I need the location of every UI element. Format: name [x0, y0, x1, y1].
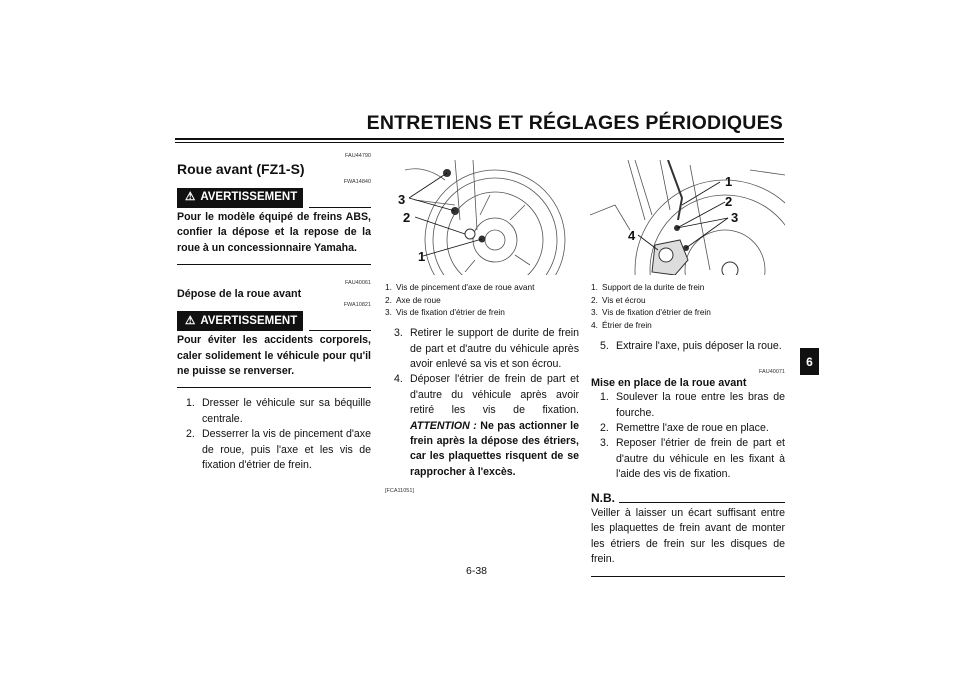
callout-1: 1 — [418, 249, 426, 264]
caption-text: Vis de fixation d'étrier de frein — [602, 307, 711, 318]
step-number: 1. — [600, 391, 609, 404]
column-1 — [177, 152, 371, 473]
step-number: 2. — [186, 428, 195, 441]
step-item — [591, 390, 785, 421]
warning-label: AVERTISSEMENT — [200, 191, 298, 204]
step-item — [385, 326, 579, 372]
caption-item — [385, 306, 579, 319]
ref-code: FAU40061 — [345, 280, 371, 287]
attention-label: ATTENTION : — [410, 419, 477, 432]
step-text: Soulever la roue entre les bras de fourche. — [616, 391, 785, 419]
caption-item — [591, 319, 785, 332]
step-text: Dresser le véhicule sur sa béquille centrale. — [202, 397, 371, 425]
subsection-heading: Mise en place de la roue avant — [591, 377, 747, 390]
caption-item — [591, 281, 785, 294]
attention-text: Ne pas actionner le frein après la dépose des étriers, car les plaquettes risquent de se rapprocher à l'excès. — [410, 419, 579, 478]
divider — [177, 387, 371, 388]
column-3 — [591, 281, 785, 585]
warning-icon: ⚠ — [185, 314, 196, 327]
step-number: 3. — [394, 327, 403, 340]
ref-code: FWA14840 — [343, 179, 371, 185]
page-number: 6-38 — [466, 565, 488, 577]
warning-text: Pour éviter les accidents corporels, caler solidement le véhicule pour qu'il ne puisse se renverser. — [177, 334, 371, 378]
figure-caption-list — [385, 281, 579, 319]
step-number: 5. — [600, 339, 609, 352]
step-item — [177, 427, 371, 473]
step-text: Remettre l'axe de roue en place. — [616, 422, 769, 435]
warning-label: AVERTISSEMENT — [200, 314, 298, 327]
step-item — [385, 372, 579, 480]
caption-text: Étrier de frein — [602, 320, 652, 331]
caption-text: Vis et écrou — [602, 294, 646, 305]
callout-2: 2 — [403, 210, 411, 225]
caption-item — [591, 294, 785, 307]
caption-text: Axe de roue — [396, 294, 441, 305]
caption-number: 2. — [385, 294, 392, 305]
caption-item — [385, 294, 579, 307]
step-text: Déposer l'étrier de frein de part et d'autre du véhicule après avoir retiré les vis de fixation. — [410, 373, 579, 417]
subsection-heading: Dépose de la roue avant — [177, 288, 302, 301]
step-text: Retirer le support de durite de frein de part et d'autre du véhicule après avoir enlevé sa vis et son écrou. — [410, 327, 579, 370]
step-item — [591, 339, 785, 354]
caption-number: 1. — [591, 282, 598, 292]
note-label: N.B. — [591, 490, 615, 505]
note-text: Veiller à laisser un écart suffisant entre les plaquettes de frein avant de monter les étriers de frein sur les disques de frein. — [591, 507, 785, 566]
caption-number: 3. — [385, 307, 392, 318]
ref-code: FAU44790 — [345, 153, 371, 159]
page-title: ENTRETIENS ET RÉGLAGES PÉRIODIQUES — [366, 112, 783, 134]
callout-2: 2 — [725, 194, 733, 209]
note-header — [591, 491, 785, 506]
step-number: 3. — [600, 437, 609, 450]
ref-code: FWA10821 — [343, 302, 371, 309]
step-item — [591, 421, 785, 436]
step-text: Desserrer la vis de pincement d'axe de roue, puis l'axe et les vis de fixation d'étrier de frein. — [202, 428, 371, 472]
step-item — [177, 396, 371, 427]
step-item — [591, 436, 785, 482]
caption-number: 1. — [385, 282, 392, 292]
header-rule — [175, 142, 784, 143]
caption-number: 2. — [591, 294, 598, 305]
figure-caption-list — [591, 281, 785, 332]
caption-item — [591, 306, 785, 319]
caption-item — [385, 281, 579, 294]
ref-code: [FCA11051] — [385, 488, 414, 495]
callout-1: 1 — [725, 174, 733, 189]
callout-4: 4 — [628, 228, 636, 243]
step-number: 1. — [186, 397, 195, 410]
divider — [177, 264, 371, 265]
caption-number: 3. — [591, 307, 598, 318]
warning-banner — [177, 311, 371, 331]
step-number: 4. — [394, 373, 403, 386]
section-heading: Roue avant (FZ1-S) — [177, 161, 305, 177]
ref-code: FAU40071 — [759, 369, 785, 376]
column-2 — [385, 281, 579, 500]
warning-banner — [177, 188, 371, 208]
warning-icon: ⚠ — [185, 191, 196, 204]
callout-3: 3 — [731, 210, 739, 225]
step-number: 2. — [600, 422, 609, 435]
caption-number: 4. — [591, 320, 598, 331]
brake-caliper-figure — [590, 160, 785, 275]
divider — [591, 576, 785, 577]
chapter-tab: 6 — [800, 348, 819, 375]
callout-3: 3 — [398, 192, 406, 207]
warning-text: Pour le modèle équipé de freins ABS, confier la dépose et la repose de la roue à un concessionnaire Yamaha. — [177, 211, 371, 254]
front-wheel-axle-figure — [385, 160, 580, 275]
caption-text: Support de la durite de frein — [602, 282, 705, 292]
caption-text: Vis de pincement d'axe de roue avant — [396, 282, 535, 292]
step-text: Extraire l'axe, puis déposer la roue. — [616, 339, 782, 352]
step-text: Reposer l'étrier de frein de part et d'autre du véhicule en les fixant à l'aide des vis de fixation. — [616, 437, 785, 481]
caption-text: Vis de fixation d'étrier de frein — [396, 307, 505, 318]
header-rule — [175, 138, 784, 140]
